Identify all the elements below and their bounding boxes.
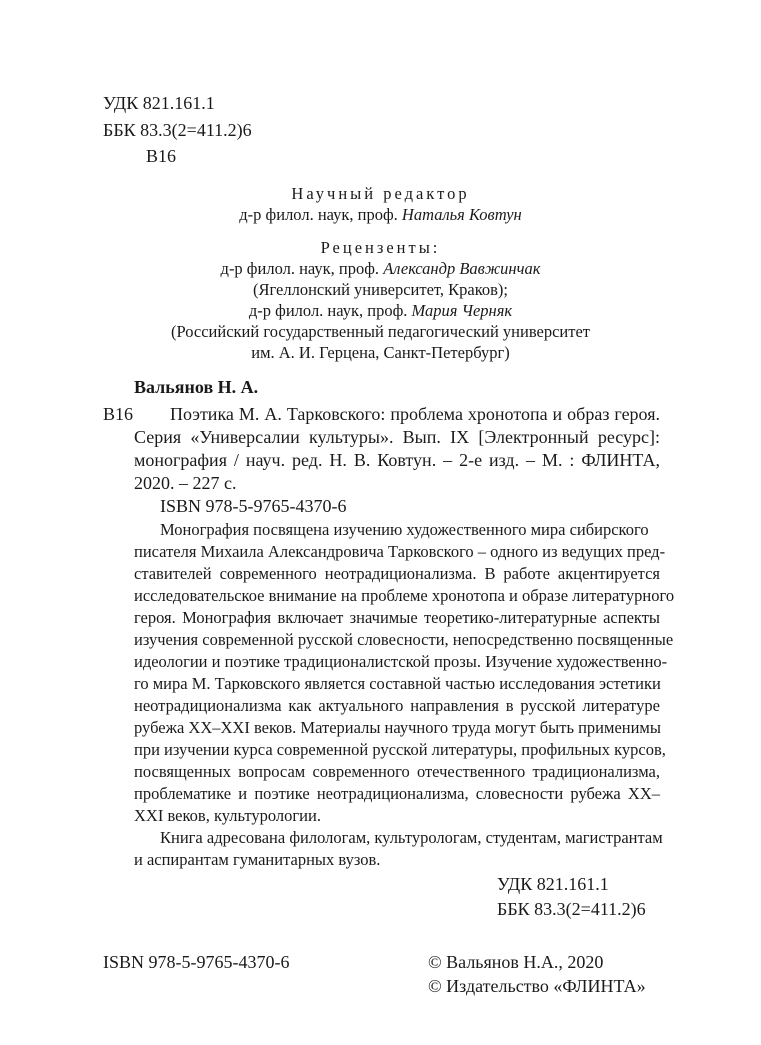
abstract-line-7: идеологии и поэтике традиционалистской прозы. Изучение художественно- xyxy=(134,652,668,671)
bibliographic-mark: В16 xyxy=(103,404,134,424)
bibliographic-author: Вальянов Н. А. xyxy=(134,377,259,397)
reviewers-heading: Рецензенты: xyxy=(320,238,441,257)
author-mark-top: В16 xyxy=(146,146,177,166)
abstract-line-1: Монография посвящена изучению художественного мира сибирского xyxy=(160,520,649,539)
footer-isbn: ISBN 978-5-9765-4370-6 xyxy=(103,952,290,972)
abstract-line-3: ставителей современного неотрадиционализма. В работе акцентируется xyxy=(134,564,660,583)
bibliographic-line-1: Поэтика М. А. Тарковского: проблема хронотопа и образ героя. xyxy=(170,404,660,424)
reviewer-2-line xyxy=(0,300,761,321)
abstract-line-8: го мира М. Тарковского является составной частью исследования эстетики xyxy=(134,674,661,693)
abstract-line-11: при изучении курса современной русской литературы, профильных курсов, xyxy=(134,740,666,759)
udk-code-bottom: УДК 821.161.1 xyxy=(497,874,609,894)
reviewer-2-credentials: д-р филол. наук, проф. xyxy=(248,301,412,320)
bibliographic-line-3: монография / науч. ред. Н. В. Ковтун. – 2-е изд. – М. : ФЛИНТА, xyxy=(134,450,660,470)
audience-line-2: и аспирантам гуманитарных вузов. xyxy=(134,850,381,869)
bibliographic-line-2: Серия «Универсалии культуры». Вып. IX [Электронный ресурс]: xyxy=(134,427,660,447)
editor-name: Наталья Ковтун xyxy=(401,205,522,224)
editor-heading: Научный редактор xyxy=(291,184,470,203)
audience-line-1: Книга адресована филологам, культурологам, студентам, магистрантам xyxy=(160,828,663,847)
reviewer-1-affiliation: (Ягеллонский университет, Краков); xyxy=(252,280,508,299)
abstract-line-9: неотрадиционализма как актуального направления в русской литературе xyxy=(134,696,660,715)
bibliographic-line-4: 2020. – 227 с. xyxy=(134,473,237,493)
abstract-line-13: проблематике и поэтике неотрадиционализма, словесности рубежа XX– xyxy=(134,784,660,803)
abstract-line-14: XXI веков, культурологии. xyxy=(134,806,321,825)
bibliographic-isbn: ISBN 978-5-9765-4370-6 xyxy=(160,496,347,516)
reviewer-1-credentials: д-р филол. наук, проф. xyxy=(220,259,384,278)
reviewer-2-affiliation-1: (Российский государственный педагогический университет xyxy=(170,322,590,341)
udk-code-top: УДК 821.161.1 xyxy=(103,93,215,113)
reviewer-1-line xyxy=(0,258,761,279)
abstract-line-12: посвященных вопросам современного отечественного традиционализма, xyxy=(134,762,660,781)
reviewer-1-name: Александр Вавжинчак xyxy=(383,259,541,278)
abstract-line-6: изучения современной русской словесности, непосредственно посвященные xyxy=(134,630,674,649)
reviewer-2-affiliation-2: им. А. И. Герцена, Санкт-Петербург) xyxy=(251,343,510,362)
copyright-author: © Вальянов Н.А., 2020 xyxy=(428,952,604,972)
abstract-line-10: рубежа XX–XXI веков. Материалы научного труда могут быть применимы xyxy=(134,718,661,737)
abstract-line-4: исследовательское внимание на проблеме хронотопа и образе литературного xyxy=(134,586,675,605)
abstract-line-2: писателя Михаила Александровича Тарковского – одного из ведущих пред- xyxy=(134,542,666,561)
editor-line xyxy=(0,204,761,225)
reviewer-2-name: Мария Черняк xyxy=(411,301,513,320)
editor-credentials: д-р филол. наук, проф. xyxy=(239,205,402,224)
bbk-code-top: ББК 83.3(2=411.2)6 xyxy=(103,120,252,140)
copyright-publisher: © Издательство «ФЛИНТА» xyxy=(428,976,646,996)
abstract-line-5: героя. Монография включает значимые теоретико-литературные аспекты xyxy=(134,608,660,627)
bbk-code-bottom: ББК 83.3(2=411.2)6 xyxy=(497,899,646,919)
